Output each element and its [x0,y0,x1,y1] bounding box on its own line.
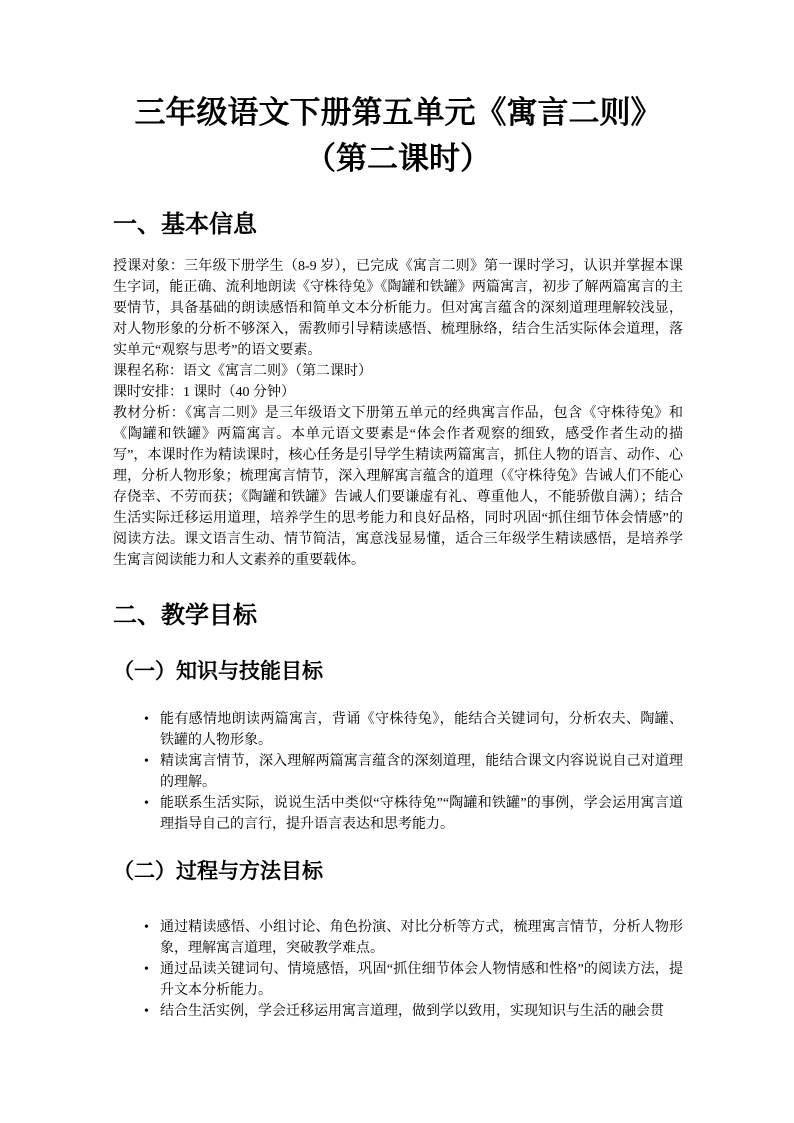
list-item-text: 能有感情地朗读两篇寓言，背诵《守株待兔》，能结合关键词句，分析农夫、陶罐、铁罐的人物形象。 [160,712,683,748]
document-title-line-1: 三年级语文下册第五单元《寓言二则》 [134,95,662,130]
basic-info-body [113,256,683,571]
knowledge-skills-list [113,709,683,835]
bullet-icon: • [144,1004,149,1019]
list-item-process-3 [113,1001,683,1022]
document-title [113,90,683,182]
list-item-text: 通过品读关键词句、情境感悟，巩固“抓住细节体会人物情感和性格”的阅读方法，提升文本分析能力。 [160,962,683,998]
section-teaching-goals-heading: 二、教学目标 [113,603,257,629]
bullet-icon: • [144,796,149,811]
bullet-icon: • [144,962,149,977]
list-item-text: 能联系生活实际，说说生活中类似“守株待兔”“陶罐和铁罐”的事例，学会运用寓言道理指导自己的言行，提升语言表达和思考能力。 [160,796,683,832]
process-method-list [113,917,683,1022]
section-basic-info-heading: 一、基本信息 [113,212,257,238]
list-item-text: 通过精读感悟、小组讨论、角色扮演、对比分析等方式，梳理寓言情节，分析人物形象，理解寓言道理，突破教学难点。 [160,920,683,956]
bullet-icon: • [144,712,149,727]
list-item-text: 精读寓言情节，深入理解两篇寓言蕴含的深刻道理，能结合课文内容说说自己对道理的理解。 [160,754,683,790]
document-title-line-2: （第二课时） [305,141,491,176]
list-item-knowledge-2 [113,751,683,793]
bullet-icon: • [144,754,149,769]
subsection-knowledge-skills-heading: （一）知识与技能目标 [113,659,323,683]
subsection-process-method-heading: （二）过程与方法目标 [113,859,323,883]
list-item-knowledge-1 [113,709,683,751]
list-item-knowledge-3 [113,793,683,835]
list-item-process-2 [113,959,683,1001]
paragraph-course-name: 课程名称：语文《寓言二则》（第二课时） [113,364,372,379]
paragraph-teaching-audience: 授课对象：三年级下册学生（8-9 岁），已完成《寓言二则》第一课时学习，认识并掌握本课生字词，能正确、流利地朗读《守株待兔》《陶罐和铁罐》两篇寓言，初步了解两篇寓言的主要情节，具备基础的朗读感悟和简单文本分析能力。但对寓言蕴含的深刻道理理解较浅显，对人物形象的分析不够深入，需教师引导精读感悟、梳理脉络，结合生活实际体会道理，落实单元“观察与思考”的语文要素。 [113,259,683,358]
list-item-text: 结合生活实例，学会迁移运用寓言道理，做到学以致用，实现知识与生活的融会贯 [160,1004,664,1019]
list-item-process-1 [113,917,683,959]
paragraph-course-duration: 课时安排：1 课时（40 分钟） [113,385,295,400]
paragraph-material-analysis: 教材分析：《寓言二则》是三年级语文下册第五单元的经典寓言作品，包含《守株待兔》和《陶罐和铁罐》两篇寓言。本单元语文要素是“体会作者观察的细致，感受作者生动的描写”，本课时作为精读课时，核心任务是引导学生精读两篇寓言，抓住人物的语言、动作、心理，分析人物形象；梳理寓言情节，深入理解寓言蕴含的道理（《守株待兔》告诫人们不能心存侥幸、不劳而获；《陶罐和铁罐》告诫人们要谦虚有礼、尊重他人，不能骄傲自满）；结合生活实际迁移运用道理，培养学生的思考能力和良好品格，同时巩固“抓住细节体会情感”的阅读方法。课文语言生动、情节简洁，寓意浅显易懂，适合三年级学生精读感悟，是培养学生寓言阅读能力和人文素养的重要载体。 [113,406,683,568]
bullet-icon: • [144,920,149,935]
